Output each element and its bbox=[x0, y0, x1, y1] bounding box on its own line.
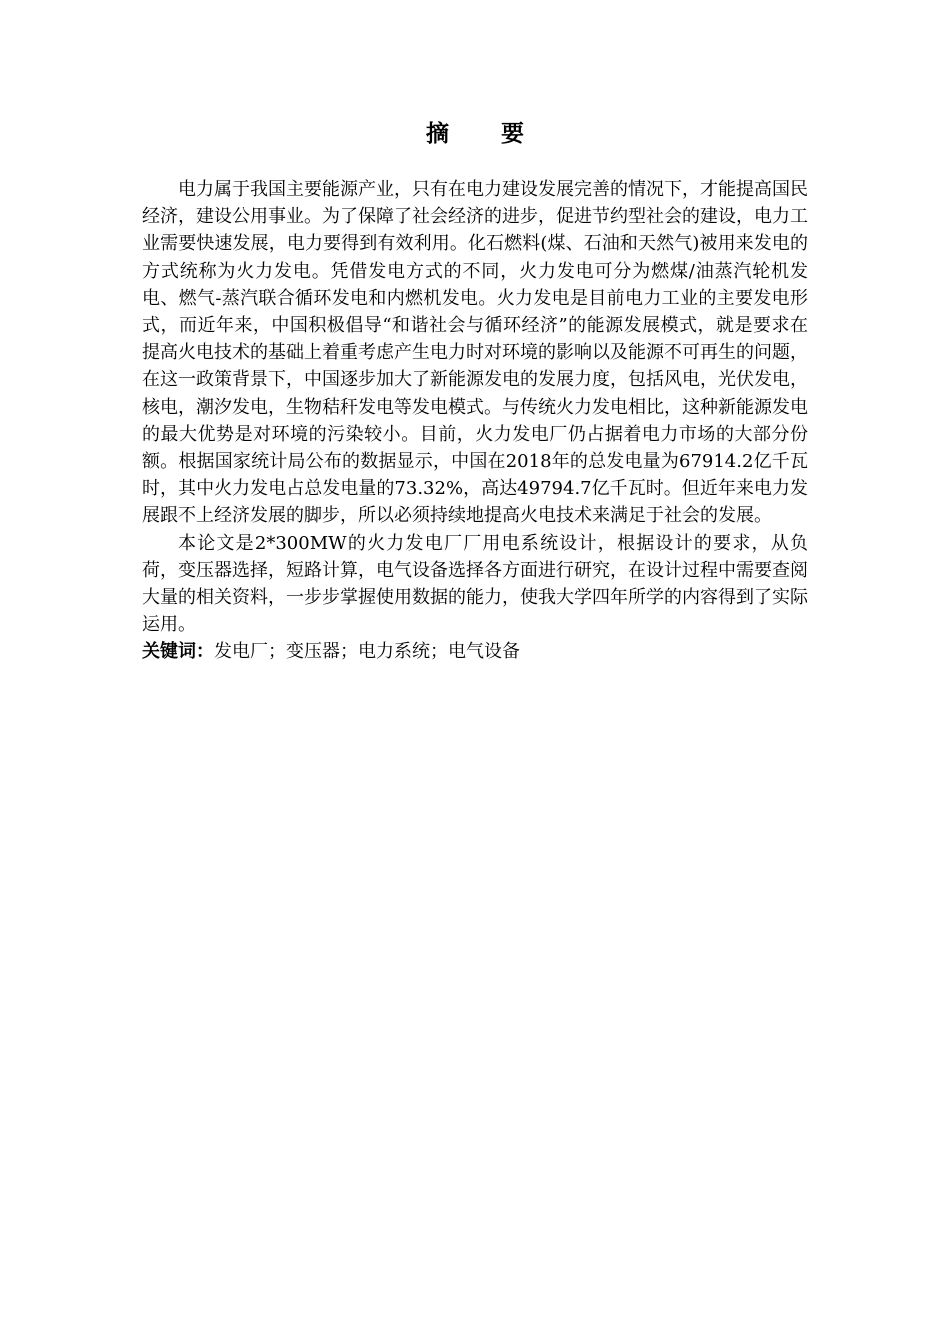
abstract-paragraph-1: 电力属于我国主要能源产业，只有在电力建设发展完善的情况下，才能提高国民经济，建设公用事业。为了保障了社会经济的进步，促进节约型社会的建设，电力工业需要快速发展，电力要得到有效利用。化石燃料(煤、石油和天然气)被用来发电的方式统称为火力发电。凭借发电方式的不同，火力发电可分为燃煤/油蒸汽轮机发电、燃气-蒸汽联合循环发电和内燃机发电。火力发电是目前电力工业的主要发电形式，而近年来，中国积极倡导“和谐社会与循环经济”的能源发展模式，就是要求在提高火电技术的基础上着重考虑产生电力时对环境的影响以及能源不可再生的问题，在这一政策背景下，中国逐步加大了新能源发电的发展力度，包括风电，光伏发电，核电，潮汐发电，生物秸秆发电等发电模式。与传统火力发电相比，这种新能源发电的最大优势是对环境的污染较小。目前，火力发电厂仍占据着电力市场的大部分份额。根据国家统计局公布的数据显示，中国在2018年的总发电量为67914.2亿千瓦时，其中火力发电占总发电量的73.32%，高达49794.7亿千瓦时。但近年来电力发展跟不上经济发展的脚步，所以必须持续地提高火电技术来满足于社会的发展。 bbox=[142, 179, 808, 527]
keywords-line bbox=[142, 638, 808, 665]
keywords-list: 发电厂；变压器；电力系统；电气设备 bbox=[214, 641, 520, 663]
abstract-title: 摘 要 bbox=[425, 120, 546, 147]
abstract-paragraph-2: 本论文是2*300MW的火力发电厂厂用电系统设计，根据设计的要求，从负荷，变压器选择，短路计算，电气设备选择各方面进行研究，在设计过程中需要查阅大量的相关资料，一步步掌握使用数据的能力，使我大学四年所学的内容得到了实际运用。 bbox=[142, 532, 808, 636]
keywords-label: 关键词： bbox=[142, 641, 214, 663]
abstract-body bbox=[142, 176, 808, 666]
